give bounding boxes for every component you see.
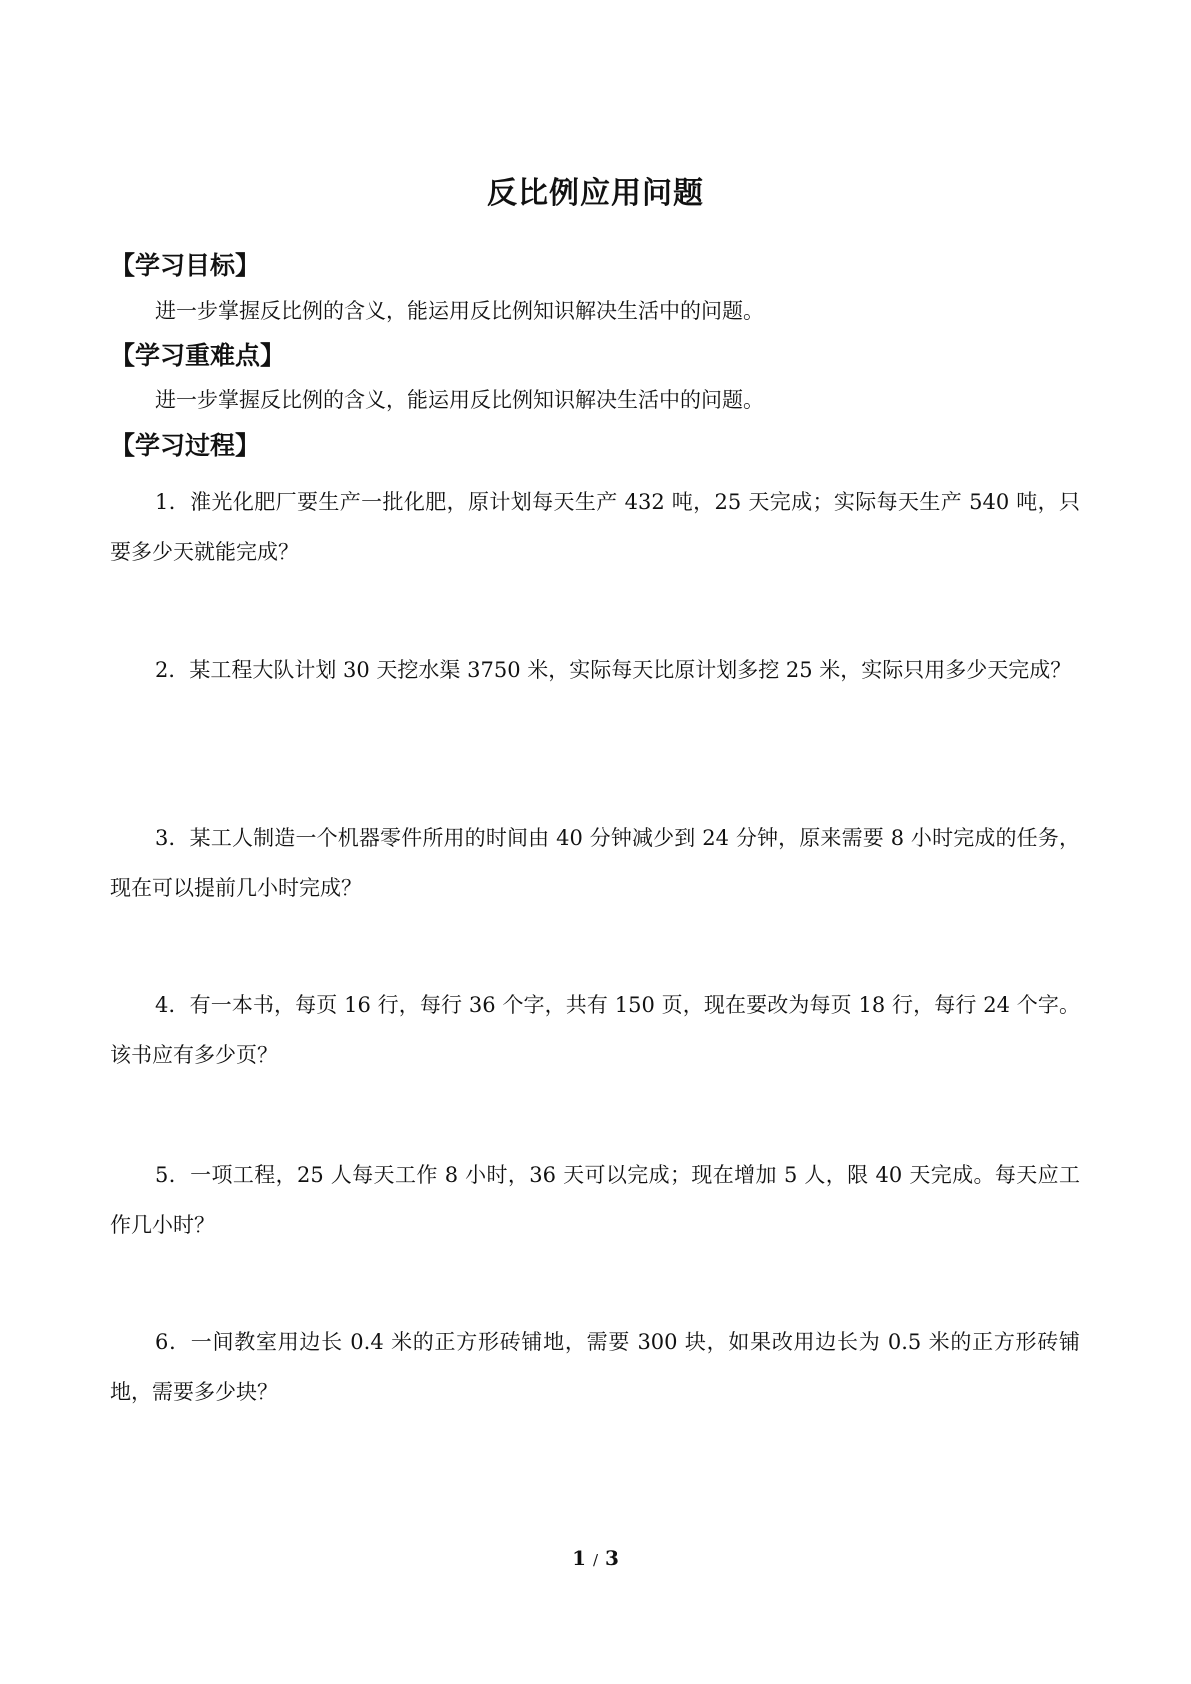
page-number-current: 1 — [572, 1546, 586, 1570]
section-heading-key-points: 【学习重难点】 — [110, 341, 286, 370]
section-heading-process: 【学习过程】 — [110, 431, 261, 460]
page-number-total: 3 — [605, 1546, 619, 1570]
question-4: 4．有一本书，每页 16 行，每行 36 个字，共有 150 页，现在要改为每页 18 行，每行 24 个字。该书应有多少页？ — [110, 993, 1080, 1067]
question-6: 6．一间教室用边长 0.4 米的正方形砖铺地，需要 300 块，如果改用边长为 0.5 米的正方形砖铺地，需要多少块？ — [110, 1330, 1080, 1404]
objectives-text: 进一步掌握反比例的含义，能运用反比例知识解决生活中的问题。 — [155, 299, 764, 323]
question-3: 3．某工人制造一个机器零件所用的时间由 40 分钟减少到 24 分钟，原来需要 8 小时完成的任务，现在可以提前几小时完成？ — [110, 826, 1080, 900]
page-number — [0, 1543, 1191, 1575]
question-1: 1．淮光化肥厂要生产一批化肥，原计划每天生产 432 吨，25 天完成；实际每天生产 540 吨，只要多少天就能完成？ — [110, 490, 1080, 564]
question-5: 5．一项工程，25 人每天工作 8 小时，36 天可以完成；现在增加 5 人，限 40 天完成。每天应工作几小时？ — [110, 1163, 1080, 1237]
page-title: 反比例应用问题 — [487, 176, 704, 211]
section-heading-objectives: 【学习目标】 — [110, 251, 261, 280]
page-number-separator: / — [592, 1551, 599, 1569]
question-2: 2．某工程大队计划 30 天挖水渠 3750 米，实际每天比原计划多挖 25 米，实际只用多少天完成？ — [155, 658, 1072, 682]
key-points-text: 进一步掌握反比例的含义，能运用反比例知识解决生活中的问题。 — [155, 388, 764, 412]
